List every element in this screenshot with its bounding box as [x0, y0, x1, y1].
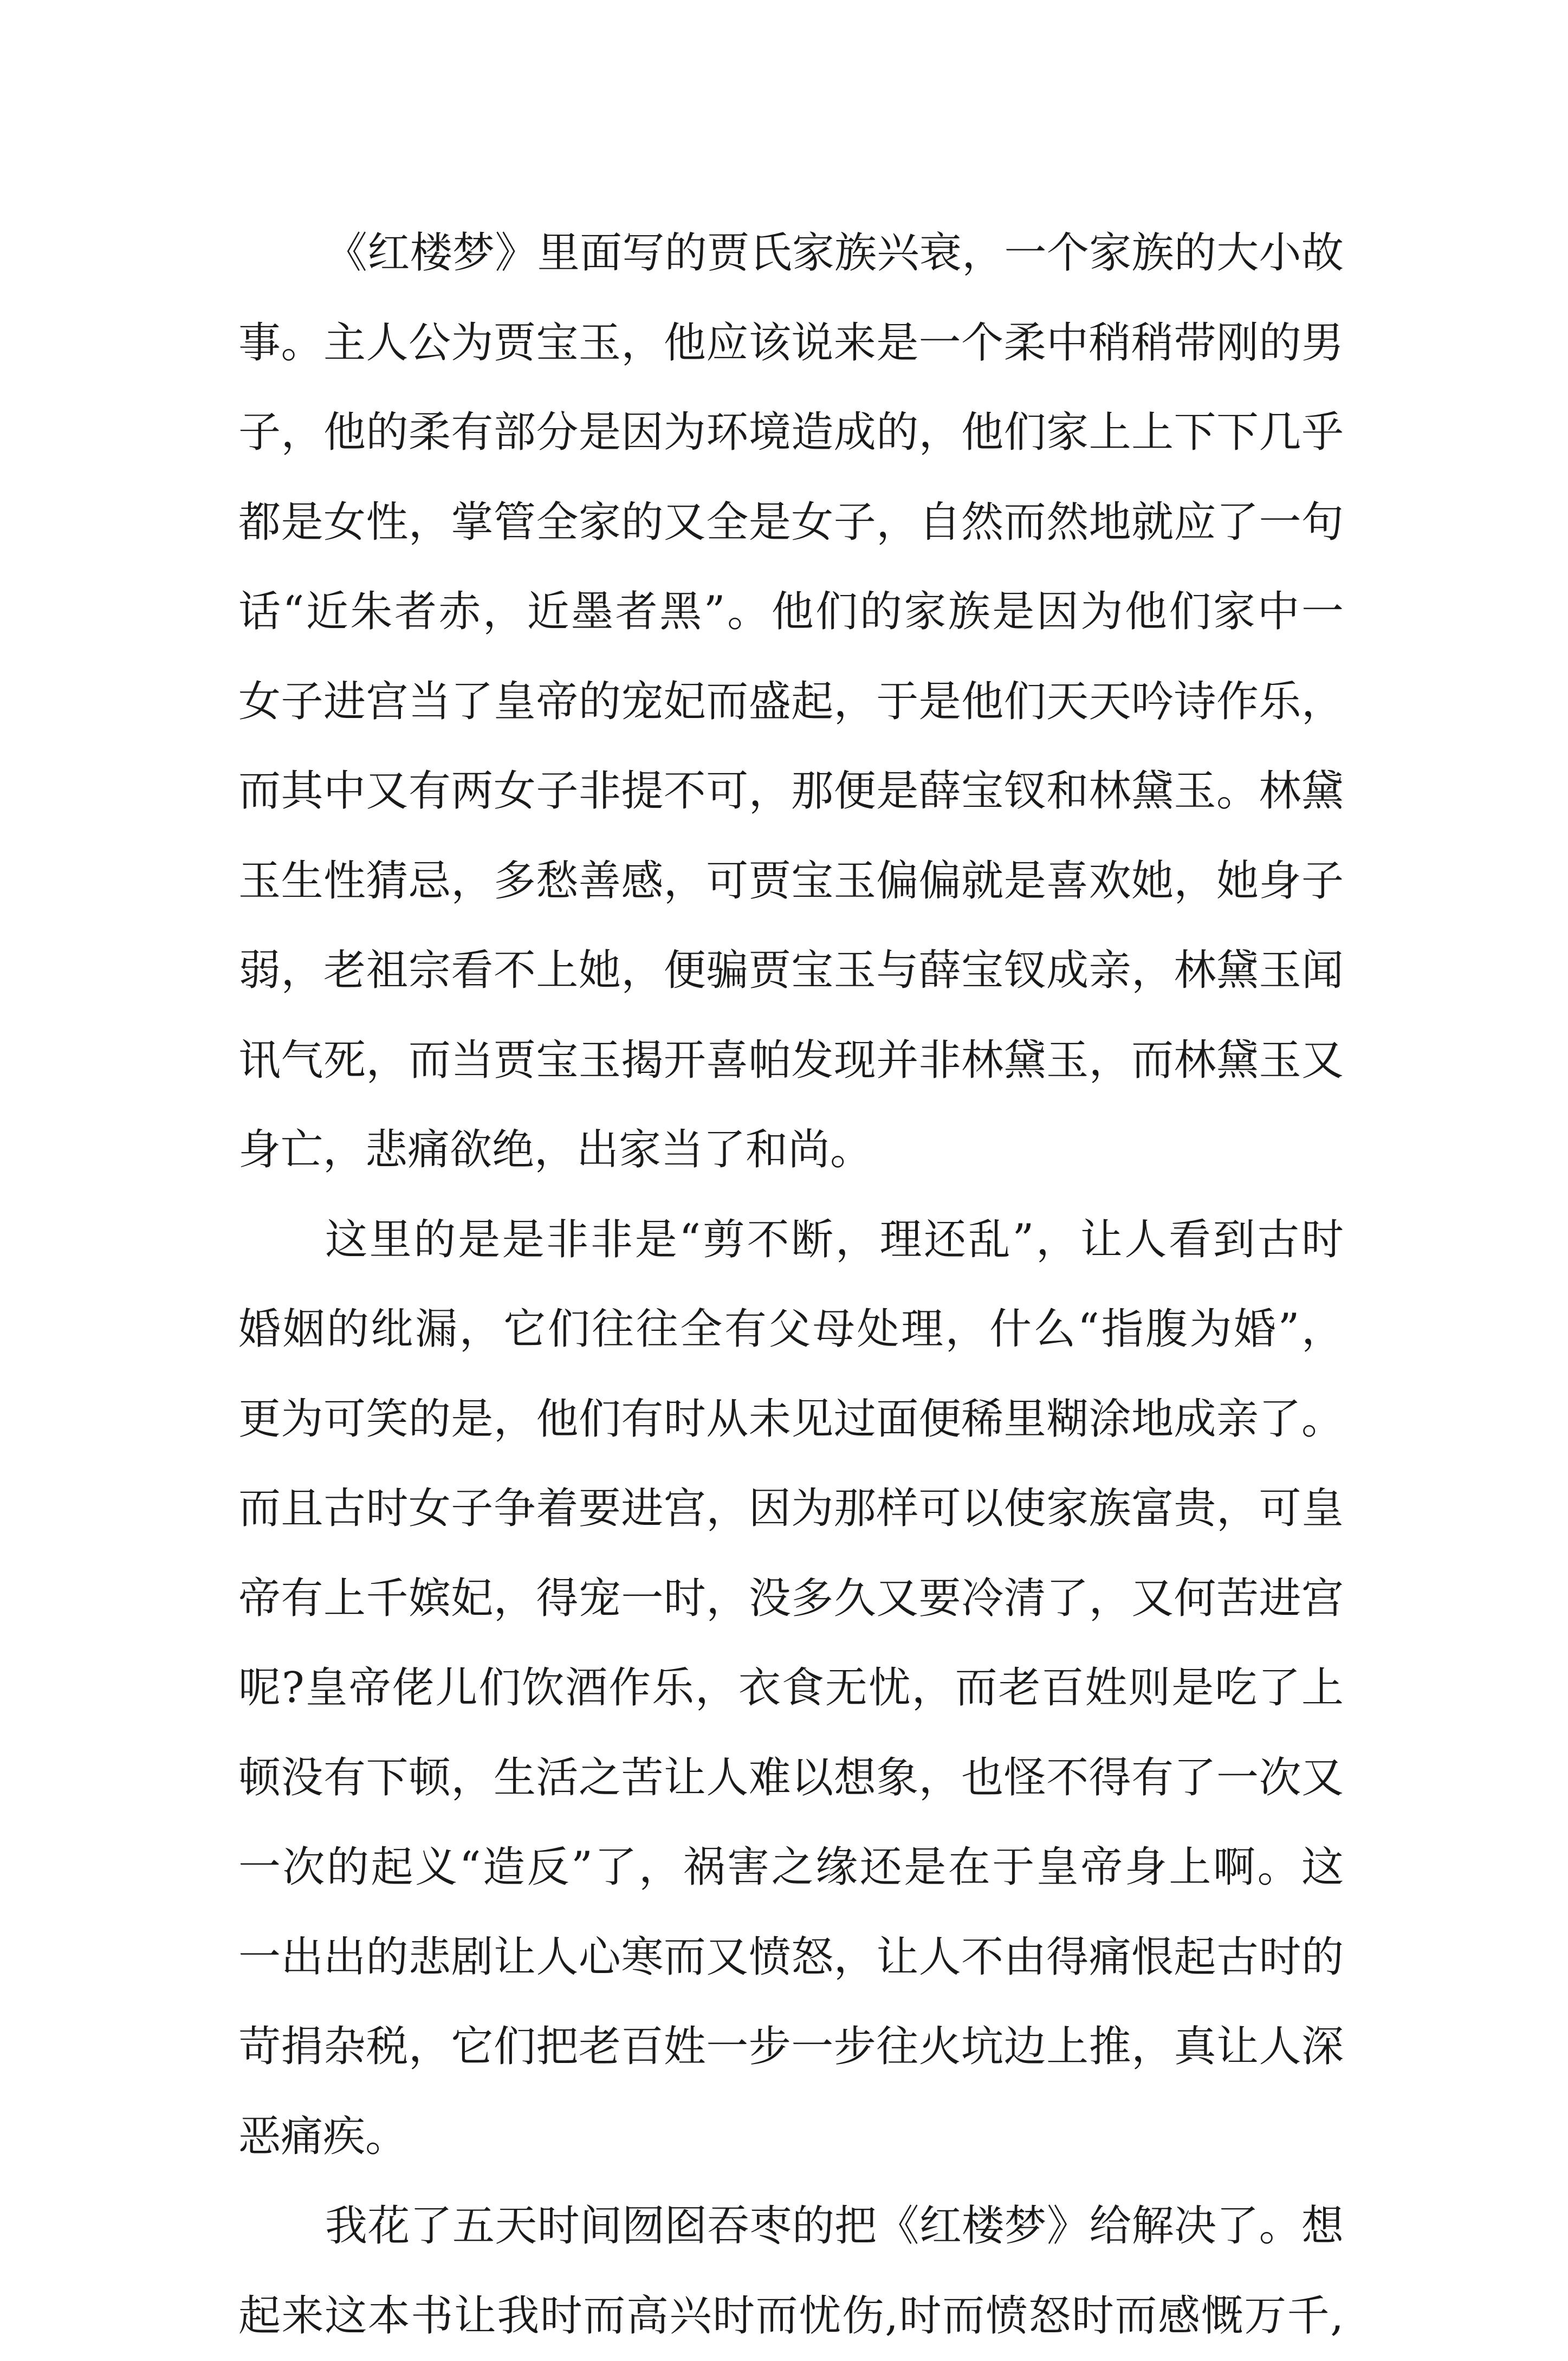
paragraph-1-line-10: 讯气死，而当贾宝玉揭开喜帕发现并非林黛玉，而林黛玉又 [238, 1016, 1344, 1106]
paragraph-1-line-8: 玉生性猜忌，多愁善感，可贾宝玉偏偏就是喜欢她，她身子 [238, 837, 1344, 927]
paragraph-3-line-1: 我花了五天时间囫囵吞枣的把《红楼梦》给解决了。想 [238, 2182, 1344, 2272]
paragraph-2-line-1: 这里的是是非非是“剪不断，理还乱”，让人看到古时 [238, 1195, 1344, 1285]
paragraph-1-line-5: 话“近朱者赤，近墨者黑”。他们的家族是因为他们家中一 [238, 567, 1344, 657]
paragraph-2-line-9: 一出出的悲剧让人心寒而又愤怒，让人不由得痛恨起古时的 [238, 1913, 1344, 2003]
paragraph-1-line-11: 身亡，悲痛欲绝，出家当了和尚。 [238, 1105, 1344, 1195]
paragraph-2-line-10: 苛捐杂税，它们把老百姓一步一步往火坑边上推，真让人深 [238, 2002, 1344, 2092]
paragraph-1-line-1: 《红楼梦》里面写的贾氏家族兴衰，一个家族的大小故 [238, 209, 1344, 299]
paragraph-3-line-2: 起来这本书让我时而高兴时而忧伤,时而愤怒时而感慨万千, [238, 2272, 1344, 2361]
paragraph-1-line-6: 女子进宫当了皇帝的宠妃而盛起，于是他们天天吟诗作乐， [238, 657, 1344, 747]
paragraph-1-line-2: 事。主人公为贾宝玉，他应该说来是一个柔中稍稍带刚的男 [238, 299, 1344, 389]
paragraph-1-line-3: 子，他的柔有部分是因为环境造成的，他们家上上下下几乎 [238, 388, 1344, 478]
paragraph-1-line-7: 而其中又有两女子非提不可，那便是薛宝钗和林黛玉。林黛 [238, 747, 1344, 837]
body-text [238, 209, 1344, 2361]
paragraph-2-line-11: 恶痛疾。 [238, 2092, 1344, 2182]
paragraph-2-line-6: 呢?皇帝佬儿们饮酒作乐，衣食无忧，而老百姓则是吃了上 [238, 1644, 1344, 1733]
paragraph-2-line-5: 帝有上千嫔妃，得宠一时，没多久又要冷清了，又何苦进宫 [238, 1554, 1344, 1644]
paragraph-1-line-4: 都是女性，掌管全家的又全是女子，自然而然地就应了一句 [238, 478, 1344, 568]
paragraph-2-line-3: 更为可笑的是，他们有时从未见过面便稀里糊涂地成亲了。 [238, 1375, 1344, 1465]
paragraph-2-line-8: 一次的起义“造反”了，祸害之缘还是在于皇帝身上啊。这 [238, 1823, 1344, 1913]
paragraph-2-line-7: 顿没有下顿，生活之苦让人难以想象，也怪不得有了一次又 [238, 1733, 1344, 1823]
paragraph-1-line-9: 弱，老祖宗看不上她，便骗贾宝玉与薛宝钗成亲，林黛玉闻 [238, 926, 1344, 1016]
paragraph-2-line-4: 而且古时女子争着要进宫，因为那样可以使家族富贵，可皇 [238, 1464, 1344, 1554]
paragraph-2-line-2: 婚姻的纰漏，它们往往全有父母处理，什么“指腹为婚”， [238, 1285, 1344, 1375]
